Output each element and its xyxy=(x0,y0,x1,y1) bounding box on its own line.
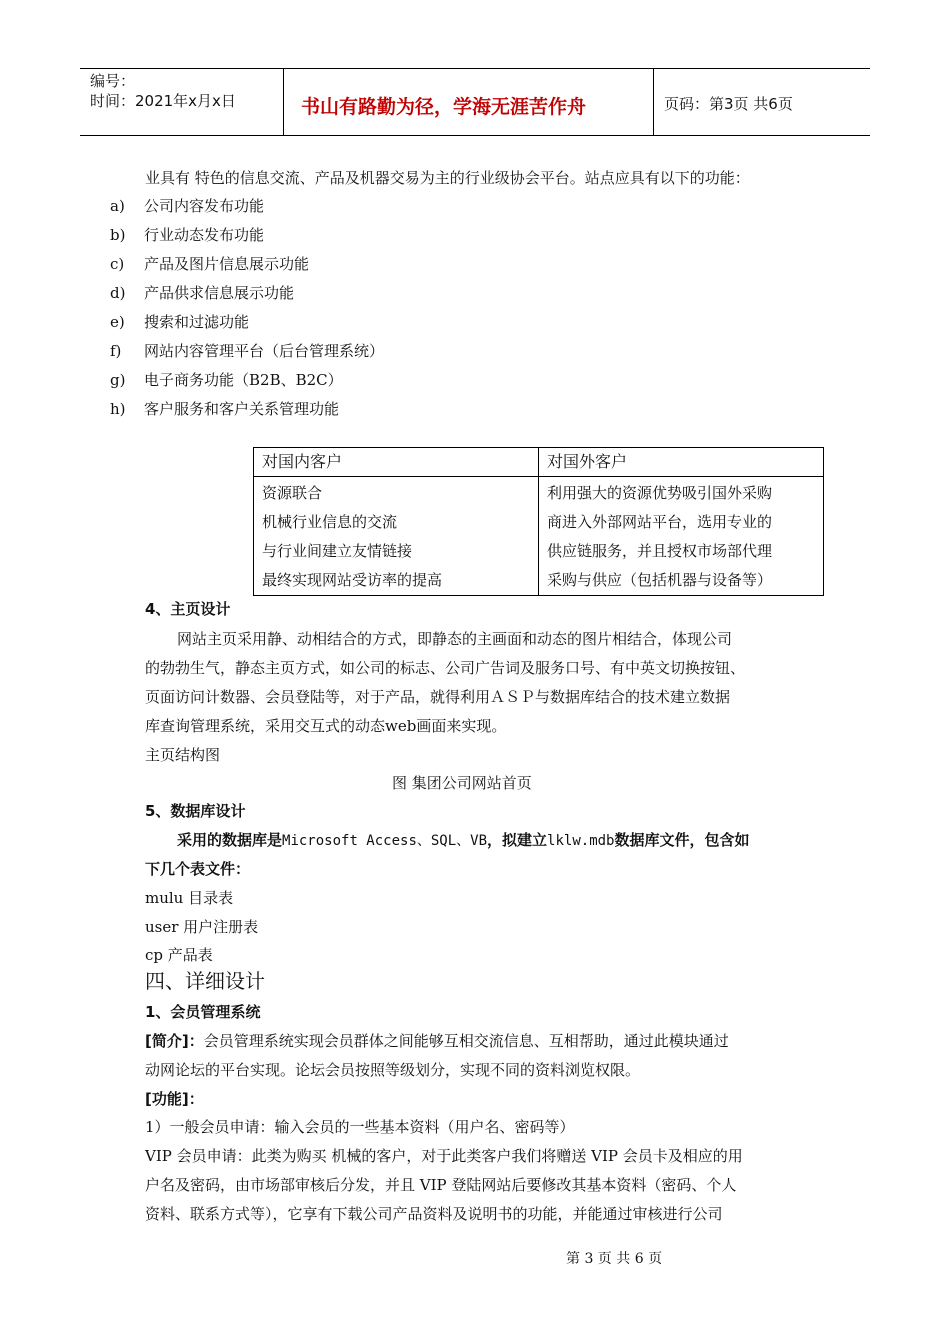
vip-line: VIP 会员申请：此类为购买 机械的客户，对于此类客户我们将赠送 VIP 会员卡及相应的用 xyxy=(145,1147,743,1165)
section5-line1 xyxy=(177,826,750,856)
table-cell-line: 最终实现网站受访率的提高 xyxy=(262,571,443,589)
section4-paragraph-line: 库查询管理系统，采用交互式的动态web画面来实现。 xyxy=(145,717,507,735)
db-table-item: cp 产品表 xyxy=(145,946,213,964)
header-divider-right xyxy=(653,68,654,136)
intro-line2: 动网论坛的平台实现。论坛会员按照等级划分，实现不同的资料浏览权限。 xyxy=(145,1061,641,1079)
list-label: a) xyxy=(110,197,125,215)
intro-tag: [简介]： xyxy=(145,1032,204,1050)
table-cell-line: 采购与供应（包括机器与设备等） xyxy=(547,571,773,589)
list-label: f) xyxy=(110,342,122,360)
section4-paragraph-line: 的勃勃生气，静态主页方式，如公司的标志、公司广告词及服务口号、有中英文切换按钮、 xyxy=(145,659,746,677)
header-motto: 书山有路勤为径，学海无涯苦作舟 xyxy=(301,96,587,118)
section5-text: 采用的数据库是 xyxy=(177,831,283,849)
table-header-foreign: 对国外客户 xyxy=(539,448,824,477)
func-tag: [功能]： xyxy=(145,1090,204,1108)
table-cell-line: 商进入外部网站平台，选用专业的 xyxy=(547,513,773,531)
table-cell-line: 供应链服务，并且授权市场部代理 xyxy=(547,542,773,560)
chapter4-sub1: 1、会员管理系统 xyxy=(145,1003,261,1021)
list-text: 搜索和过滤功能 xyxy=(144,313,250,331)
section5-line2: 下几个表文件： xyxy=(145,860,251,878)
chapter4-title: 四、详细设计 xyxy=(145,969,265,993)
vip-line: 户名及密码，由市场部审核后分发，并且 VIP 登陆网站后要修改其基本资料（密码、个人 xyxy=(145,1176,737,1194)
db-table-item: user 用户注册表 xyxy=(145,918,259,936)
section4-title: 4、主页设计 xyxy=(145,600,231,618)
intro-text: 会员管理系统实现会员群体之间能够互相交流信息、互相帮助，通过此模块通过 xyxy=(203,1032,729,1050)
table-cell-line: 机械行业信息的交流 xyxy=(262,513,398,531)
list-text: 产品供求信息展示功能 xyxy=(144,284,295,302)
list-label: e) xyxy=(110,313,125,331)
list-text: 网站内容管理平台（后台管理系统） xyxy=(144,342,385,360)
list-item xyxy=(110,337,384,366)
feature-list xyxy=(110,192,384,424)
section5-text: ，拟建立 xyxy=(487,831,548,849)
section5-title: 5、数据库设计 xyxy=(145,802,246,820)
list-text: 行业动态发布功能 xyxy=(144,226,265,244)
header-number-label: 编号： xyxy=(90,72,136,90)
header-divider-left xyxy=(283,68,284,136)
table-header-domestic: 对国内客户 xyxy=(254,448,539,477)
table-cell-foreign xyxy=(539,477,824,596)
list-text: 客户服务和客户关系管理功能 xyxy=(144,400,340,418)
section5-filename: lklw.mdb xyxy=(547,833,615,849)
list-item xyxy=(110,221,384,250)
db-table-item: mulu 目录表 xyxy=(145,889,234,907)
list-label: c) xyxy=(110,255,125,273)
list-label: b) xyxy=(110,226,126,244)
section5-text: 数据库文件，包含如 xyxy=(614,831,750,849)
table-cell-line: 资源联合 xyxy=(262,484,323,502)
header-top-rule xyxy=(80,68,870,69)
intro-line1 xyxy=(145,1027,729,1056)
func-line1: 1）一般会员申请：输入会员的一些基本资料（用户名、密码等） xyxy=(145,1118,575,1136)
table-cell-line: 与行业间建立友情链接 xyxy=(262,542,413,560)
list-item xyxy=(110,308,384,337)
section5-tech: Microsoft Access、SQL、VB xyxy=(282,833,488,849)
list-item xyxy=(110,250,384,279)
header-bottom-rule xyxy=(80,135,870,136)
figure-caption: 图 集团公司网站首页 xyxy=(392,774,532,792)
list-item xyxy=(110,279,384,308)
header-page-label: 页码：第3页 共6页 xyxy=(664,95,793,113)
footer-page-number: 第 3 页 共 6 页 xyxy=(566,1251,663,1267)
homepage-structure-label: 主页结构图 xyxy=(145,746,221,764)
customer-comparison-table xyxy=(253,447,824,596)
section4-paragraph-line: 网站主页采用静、动相结合的方式，即静态的主画面和动态的图片相结合，体现公司 xyxy=(177,630,733,648)
list-text: 产品及图片信息展示功能 xyxy=(144,255,310,273)
intro-line: 业具有 特色的信息交流、产品及机器交易为主的行业级协会平台。站点应具有以下的功能： xyxy=(145,169,750,187)
table-cell-domestic xyxy=(254,477,539,596)
table-cell-line: 利用强大的资源优势吸引国外采购 xyxy=(547,484,773,502)
list-item xyxy=(110,395,384,424)
list-label: d) xyxy=(110,284,126,302)
list-text: 电子商务功能（B2B、B2C） xyxy=(144,371,343,389)
list-text: 公司内容发布功能 xyxy=(144,197,265,215)
section4-paragraph-line: 页面访问计数器、会员登陆等，对于产品，就得利用ＡＳＰ与数据库结合的技术建立数据 xyxy=(145,688,731,706)
list-item xyxy=(110,366,384,395)
vip-line: 资料、联系方式等），它享有下载公司产品资料及说明书的功能，并能通过审核进行公司 xyxy=(145,1205,723,1223)
list-item xyxy=(110,192,384,221)
list-label: h) xyxy=(110,400,126,418)
list-label: g) xyxy=(110,371,126,389)
header-time-label: 时间：2021年x月x日 xyxy=(90,92,236,110)
